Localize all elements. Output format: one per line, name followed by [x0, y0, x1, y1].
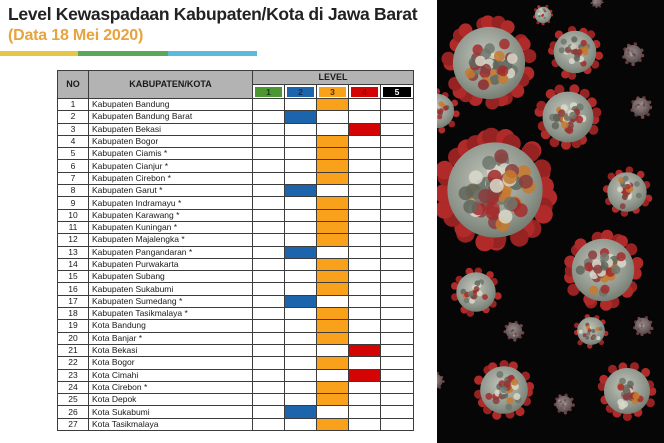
level-cell-1	[253, 308, 285, 320]
virus-particle	[533, 5, 553, 25]
level-cell-4	[349, 381, 381, 393]
level-cell-2	[285, 111, 317, 123]
level-cell-4	[349, 320, 381, 332]
table-row	[58, 197, 414, 209]
table-row	[58, 148, 414, 160]
level-cell-5	[381, 197, 414, 209]
table-row	[58, 246, 414, 258]
level-cell-3	[317, 221, 349, 233]
level-cell-1	[253, 172, 285, 184]
page-subtitle: (Data 18 Mei 2020)	[8, 27, 144, 44]
virus-particle	[633, 316, 653, 336]
level-cell-4	[349, 344, 381, 356]
level-cell-4	[349, 185, 381, 197]
level-cell-3	[317, 332, 349, 344]
virus-particle	[574, 314, 608, 349]
level-cell-1	[253, 369, 285, 381]
level-cell-2	[285, 295, 317, 307]
level-cell-4	[349, 308, 381, 320]
virus-particle	[451, 268, 502, 317]
level-cell-5	[381, 111, 414, 123]
row-number: 12	[58, 234, 89, 246]
table-row	[58, 283, 414, 295]
level-cell-2	[285, 308, 317, 320]
virus-particle	[622, 42, 644, 66]
level-cell-3	[317, 123, 349, 135]
level-cell-2	[285, 99, 317, 111]
row-number: 4	[58, 135, 89, 147]
underline-cyan-segment	[168, 51, 257, 56]
level-cell-3	[317, 172, 349, 184]
level-cell-4	[349, 295, 381, 307]
level-cell-4	[349, 123, 381, 135]
level-cell-1	[253, 357, 285, 369]
level-cell-5	[381, 381, 414, 393]
col-header-region: KABUPATEN/KOTA	[89, 71, 253, 99]
region-name: Kota Sukabumi	[89, 406, 253, 418]
row-number: 1	[58, 99, 89, 111]
col-header-no: NO	[58, 71, 89, 99]
region-name: Kota Depok	[89, 394, 253, 406]
level-cell-5	[381, 246, 414, 258]
region-name: Kabupaten Karawang *	[89, 209, 253, 221]
row-number: 14	[58, 258, 89, 270]
level-cell-3	[317, 295, 349, 307]
table-row	[58, 135, 414, 147]
level-cell-1	[253, 418, 285, 430]
underline-green-segment	[78, 51, 168, 56]
level-cell-2	[285, 221, 317, 233]
level-cell-5	[381, 394, 414, 406]
level-cell-2	[285, 332, 317, 344]
level-cell-4	[349, 172, 381, 184]
level-cell-3	[317, 381, 349, 393]
level-cell-2	[285, 344, 317, 356]
region-name: Kabupaten Bogor	[89, 135, 253, 147]
virus-particle	[474, 360, 534, 420]
level-cell-3	[317, 135, 349, 147]
table-row	[58, 344, 414, 356]
level-cell-1	[253, 320, 285, 332]
region-name: Kota Bekasi	[89, 344, 253, 356]
level-cell-3	[317, 148, 349, 160]
table-row	[58, 418, 414, 430]
level-cell-2	[285, 357, 317, 369]
level-cell-5	[381, 185, 414, 197]
level-cell-3	[317, 320, 349, 332]
level-cell-1	[253, 197, 285, 209]
region-name: Kota Bogor	[89, 357, 253, 369]
level-cell-5	[381, 148, 414, 160]
table-header-row	[58, 71, 414, 85]
level-cell-3	[317, 369, 349, 381]
level-cell-3	[317, 209, 349, 221]
region-name: Kabupaten Cirebon *	[89, 172, 253, 184]
region-name: Kabupaten Cianjur *	[89, 160, 253, 172]
level-cell-1	[253, 246, 285, 258]
level-cell-2	[285, 123, 317, 135]
row-number: 21	[58, 344, 89, 356]
row-number: 5	[58, 148, 89, 160]
level-cell-3	[317, 406, 349, 418]
level-cell-1	[253, 344, 285, 356]
virus-particle	[548, 26, 603, 80]
level-cell-5	[381, 160, 414, 172]
level-cell-5	[381, 369, 414, 381]
row-number: 18	[58, 308, 89, 320]
level-header-2: 2	[285, 85, 317, 99]
region-name: Kabupaten Sumedang *	[89, 295, 253, 307]
table-row	[58, 295, 414, 307]
level-cell-4	[349, 148, 381, 160]
level-cell-3	[317, 283, 349, 295]
table-row	[58, 271, 414, 283]
level-cell-3	[317, 160, 349, 172]
level-cell-3	[317, 246, 349, 258]
level-cell-3	[317, 234, 349, 246]
region-name: Kota Banjar *	[89, 332, 253, 344]
level-cell-1	[253, 221, 285, 233]
virus-particle	[504, 321, 525, 342]
level-cell-5	[381, 295, 414, 307]
level-cell-2	[285, 381, 317, 393]
level-cell-5	[381, 135, 414, 147]
virus-image-panel	[437, 0, 664, 443]
level-cell-1	[253, 209, 285, 221]
level-cell-1	[253, 271, 285, 283]
level-cell-2	[285, 283, 317, 295]
region-name: Kabupaten Kuningan *	[89, 221, 253, 233]
level-header-5: 5	[381, 85, 414, 99]
level-cell-1	[253, 295, 285, 307]
title-underline	[0, 51, 257, 56]
table-row	[58, 357, 414, 369]
level-cell-2	[285, 197, 317, 209]
level-cell-4	[349, 160, 381, 172]
region-name: Kabupaten Garut *	[89, 185, 253, 197]
level-cell-2	[285, 234, 317, 246]
level-cell-2	[285, 418, 317, 430]
level-cell-3	[317, 197, 349, 209]
level-cell-3	[317, 185, 349, 197]
level-cell-1	[253, 111, 285, 123]
level-cell-5	[381, 320, 414, 332]
level-cell-5	[381, 406, 414, 418]
level-cell-2	[285, 209, 317, 221]
level-cell-4	[349, 418, 381, 430]
row-number: 16	[58, 283, 89, 295]
row-number: 2	[58, 111, 89, 123]
level-cell-4	[349, 99, 381, 111]
level-cell-3	[317, 258, 349, 270]
virus-particle	[598, 362, 657, 421]
level-cell-2	[285, 369, 317, 381]
table-row	[58, 234, 414, 246]
region-name: Kota Cimahi	[89, 369, 253, 381]
row-number: 22	[58, 357, 89, 369]
table-row	[58, 111, 414, 123]
level-cell-4	[349, 394, 381, 406]
level-cell-5	[381, 221, 414, 233]
level-cell-2	[285, 258, 317, 270]
row-number: 8	[58, 185, 89, 197]
level-cell-5	[381, 172, 414, 184]
virus-particle	[554, 394, 575, 415]
row-number: 3	[58, 123, 89, 135]
table-row	[58, 394, 414, 406]
level-cell-3	[317, 394, 349, 406]
table-row	[58, 320, 414, 332]
level-cell-1	[253, 185, 285, 197]
level-cell-5	[381, 344, 414, 356]
col-header-level: LEVEL	[253, 71, 414, 85]
level-cell-1	[253, 123, 285, 135]
level-cell-3	[317, 308, 349, 320]
level-cell-3	[317, 344, 349, 356]
level-cell-4	[349, 111, 381, 123]
level-cell-1	[253, 234, 285, 246]
level-cell-2	[285, 172, 317, 184]
level-cell-2	[285, 246, 317, 258]
row-number: 6	[58, 160, 89, 172]
level-cell-4	[349, 234, 381, 246]
level-cell-3	[317, 111, 349, 123]
virus-particle	[564, 230, 643, 311]
level-cell-4	[349, 197, 381, 209]
level-cell-2	[285, 185, 317, 197]
table-row	[58, 160, 414, 172]
table-row	[58, 332, 414, 344]
level-cell-5	[381, 308, 414, 320]
level-cell-2	[285, 160, 317, 172]
level-cell-5	[381, 99, 414, 111]
level-cell-2	[285, 406, 317, 418]
table-row	[58, 381, 414, 393]
virus-particle	[603, 166, 652, 216]
coronavirus-illustration	[437, 0, 664, 443]
level-cell-5	[381, 123, 414, 135]
alert-level-table	[57, 70, 414, 431]
row-number: 17	[58, 295, 89, 307]
row-number: 7	[58, 172, 89, 184]
table-row	[58, 209, 414, 221]
row-number: 20	[58, 332, 89, 344]
region-name: Kabupaten Bandung	[89, 99, 253, 111]
level-cell-5	[381, 418, 414, 430]
table-row	[58, 99, 414, 111]
level-cell-5	[381, 332, 414, 344]
level-cell-1	[253, 283, 285, 295]
level-cell-1	[253, 394, 285, 406]
row-number: 19	[58, 320, 89, 332]
row-number: 26	[58, 406, 89, 418]
level-cell-4	[349, 209, 381, 221]
table-row	[58, 369, 414, 381]
row-number: 10	[58, 209, 89, 221]
level-cell-4	[349, 246, 381, 258]
virus-particle	[437, 128, 557, 252]
row-number: 11	[58, 221, 89, 233]
table-row	[58, 123, 414, 135]
level-cell-4	[349, 357, 381, 369]
level-cell-5	[381, 357, 414, 369]
table-row	[58, 258, 414, 270]
row-number: 27	[58, 418, 89, 430]
level-cell-4	[349, 283, 381, 295]
level-header-3: 3	[317, 85, 349, 99]
region-name: Kabupaten Bandung Barat	[89, 111, 253, 123]
table-row	[58, 185, 414, 197]
level-cell-4	[349, 406, 381, 418]
region-name: Kabupaten Tasikmalaya *	[89, 308, 253, 320]
virus-particle	[437, 372, 445, 390]
region-name: Kabupaten Pangandaran *	[89, 246, 253, 258]
level-cell-3	[317, 357, 349, 369]
level-cell-2	[285, 320, 317, 332]
row-number: 25	[58, 394, 89, 406]
level-cell-2	[285, 148, 317, 160]
level-cell-4	[349, 369, 381, 381]
level-cell-1	[253, 99, 285, 111]
level-cell-1	[253, 406, 285, 418]
underline-yellow-segment	[0, 51, 78, 56]
level-cell-3	[317, 418, 349, 430]
table-row	[58, 308, 414, 320]
region-name: Kota Tasikmalaya	[89, 418, 253, 430]
level-cell-1	[253, 160, 285, 172]
level-cell-5	[381, 258, 414, 270]
level-cell-2	[285, 394, 317, 406]
region-name: Kabupaten Sukabumi	[89, 283, 253, 295]
level-cell-2	[285, 271, 317, 283]
region-name: Kabupaten Subang	[89, 271, 253, 283]
level-cell-1	[253, 135, 285, 147]
table-row	[58, 221, 414, 233]
level-header-4: 4	[349, 85, 381, 99]
virus-particle	[535, 84, 602, 150]
level-cell-4	[349, 135, 381, 147]
level-cell-5	[381, 209, 414, 221]
region-name: Kabupaten Bekasi	[89, 123, 253, 135]
table-row	[58, 172, 414, 184]
level-cell-2	[285, 135, 317, 147]
region-name: Kabupaten Ciamis *	[89, 148, 253, 160]
level-cell-1	[253, 381, 285, 393]
level-cell-3	[317, 99, 349, 111]
row-number: 23	[58, 369, 89, 381]
row-number: 9	[58, 197, 89, 209]
level-cell-3	[317, 271, 349, 283]
level-cell-1	[253, 148, 285, 160]
region-name: Kabupaten Majalengka *	[89, 234, 253, 246]
level-cell-4	[349, 271, 381, 283]
region-name: Kota Cirebon *	[89, 381, 253, 393]
level-cell-1	[253, 332, 285, 344]
level-cell-4	[349, 221, 381, 233]
page-title: Level Kewaspadaan Kabupaten/Kota di Jawa Barat	[8, 4, 418, 24]
row-number: 13	[58, 246, 89, 258]
level-cell-5	[381, 283, 414, 295]
level-cell-5	[381, 234, 414, 246]
level-cell-1	[253, 258, 285, 270]
virus-particle	[631, 96, 653, 119]
level-header-1: 1	[253, 85, 285, 99]
region-name: Kabupaten Indramayu *	[89, 197, 253, 209]
level-cell-4	[349, 258, 381, 270]
virus-particle	[442, 15, 537, 109]
row-number: 24	[58, 381, 89, 393]
level-cell-5	[381, 271, 414, 283]
row-number: 15	[58, 271, 89, 283]
region-name: Kabupaten Purwakarta	[89, 258, 253, 270]
region-name: Kota Bandung	[89, 320, 253, 332]
table-row	[58, 406, 414, 418]
virus-particle	[591, 0, 604, 8]
level-cell-4	[349, 332, 381, 344]
